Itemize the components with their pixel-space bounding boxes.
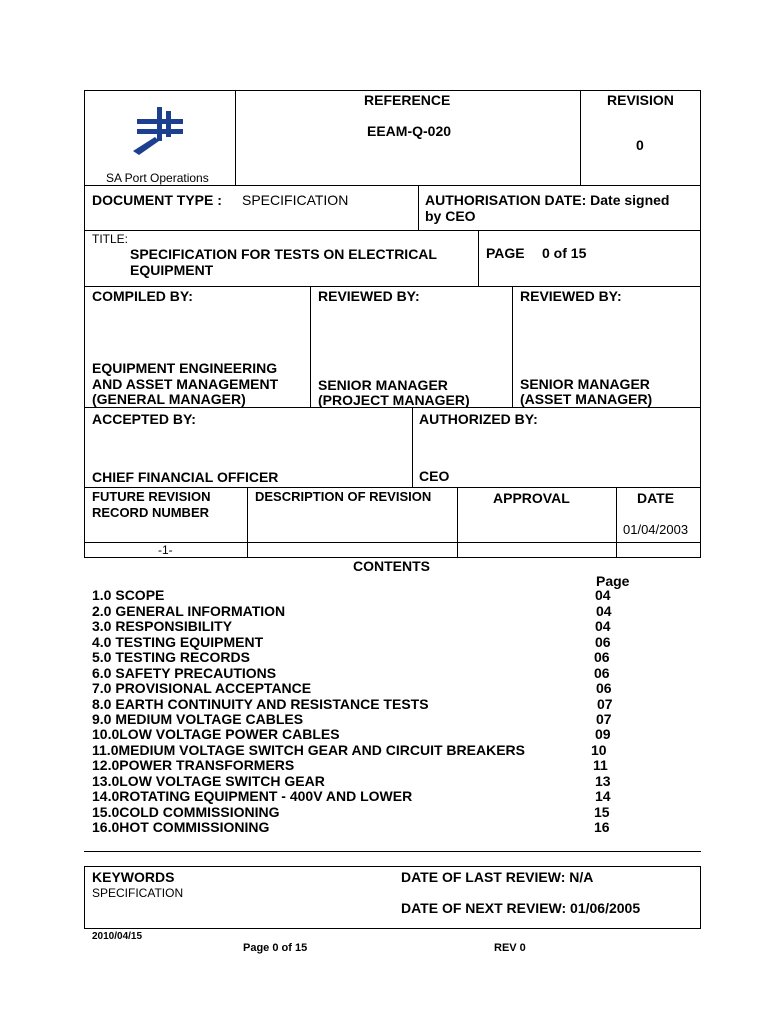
date-of-next-review: DATE OF NEXT REVIEW: 01/06/2005 bbox=[401, 900, 641, 916]
authorized-by-label: AUTHORIZED BY: bbox=[419, 411, 538, 427]
document-type-label: DOCUMENT TYPE : bbox=[92, 192, 222, 208]
rule-approval-right bbox=[616, 487, 617, 558]
description-of-revision-header: DESCRIPTION OF REVISION bbox=[255, 489, 432, 504]
authorisation-date-line2: by CEO bbox=[425, 208, 476, 224]
reviewed-by-2-line1: SENIOR MANAGER bbox=[520, 376, 650, 392]
contents-item-page: 06 bbox=[596, 680, 612, 696]
accepted-by-label: ACCEPTED BY: bbox=[92, 411, 196, 427]
contents-item bbox=[92, 619, 622, 635]
rule-compiled-right bbox=[310, 286, 311, 407]
contents-item-label: 9.0 MEDIUM VOLTAGE CABLES bbox=[92, 711, 304, 727]
contents-item-page: 13 bbox=[595, 773, 611, 789]
footer-date: 2010/04/15 bbox=[92, 931, 143, 942]
date-header: DATE bbox=[637, 490, 675, 506]
accepted-by-value: CHIEF FINANCIAL OFFICER bbox=[92, 469, 279, 485]
authorized-by-value: CEO bbox=[419, 468, 450, 484]
contents-item-page: 16 bbox=[594, 819, 610, 835]
contents-item-page: 06 bbox=[594, 665, 610, 681]
reviewed-by-1-line1: SENIOR MANAGER bbox=[318, 377, 448, 393]
contents-item bbox=[92, 650, 622, 666]
contents-item-page: 11 bbox=[593, 757, 608, 773]
contents-item bbox=[92, 820, 622, 836]
contents-heading: CONTENTS bbox=[353, 558, 430, 574]
rule-revision-header-bottom bbox=[84, 542, 701, 543]
contents-item bbox=[92, 727, 622, 743]
contents-item-page: 14 bbox=[595, 788, 611, 804]
contents-item-page: 15 bbox=[594, 804, 610, 820]
contents-item-label: 4.0 TESTING EQUIPMENT bbox=[92, 634, 264, 650]
rule-desc-right bbox=[457, 487, 458, 558]
contents-item-label: 14.0ROTATING EQUIPMENT - 400V AND LOWER bbox=[92, 788, 413, 804]
contents-item-page: 07 bbox=[597, 696, 613, 712]
contents-item-label: 8.0 EARTH CONTINUITY AND RESISTANCE TESTS bbox=[92, 696, 429, 712]
rule-doctype-right bbox=[418, 185, 419, 230]
contents-item-label: 13.0LOW VOLTAGE SWITCH GEAR bbox=[92, 773, 325, 789]
rule-title-right bbox=[478, 230, 479, 286]
contents-item bbox=[92, 681, 622, 697]
contents-item-page: 07 bbox=[596, 711, 612, 727]
contents-item bbox=[92, 789, 622, 805]
authorisation-date-line1: AUTHORISATION DATE: Date signed bbox=[425, 192, 670, 208]
rule-logo-right bbox=[235, 90, 236, 185]
contents-item-page: 06 bbox=[594, 649, 610, 665]
reviewed-by-label-2: REVIEWED BY: bbox=[520, 288, 622, 304]
reference-value: EEAM-Q-020 bbox=[367, 123, 452, 139]
revision-value: 0 bbox=[636, 137, 644, 153]
compiled-by-label: COMPILED BY: bbox=[92, 288, 193, 304]
page-label: PAGE bbox=[486, 245, 525, 261]
contents-item-page: 04 bbox=[595, 587, 611, 603]
contents-item-label: 15.0COLD COMMISSIONING bbox=[92, 804, 280, 820]
contents-item-page: 04 bbox=[596, 603, 612, 619]
rule-accepted-right bbox=[412, 407, 413, 487]
date-of-last-review: DATE OF LAST REVIEW: N/A bbox=[401, 869, 594, 885]
contents-item bbox=[92, 588, 622, 604]
approval-header: APPROVAL bbox=[493, 490, 570, 506]
title-label: TITLE: bbox=[92, 232, 129, 246]
sa-port-operations-logo bbox=[133, 107, 189, 157]
rule-header-bottom bbox=[84, 185, 701, 186]
contents-item-page: 04 bbox=[595, 618, 611, 634]
document-type-value: SPECIFICATION bbox=[242, 192, 349, 208]
contents-page-header: Page bbox=[596, 573, 630, 589]
contents-item-label: 12.0POWER TRANSFORMERS bbox=[92, 757, 295, 773]
contents-item-page: 10 bbox=[591, 742, 607, 758]
contents-item-page: 09 bbox=[595, 726, 611, 742]
revision-record-number-header-line1: FUTURE REVISION bbox=[92, 489, 211, 504]
org-name: SA Port Operations bbox=[106, 171, 209, 185]
document-title-line1: SPECIFICATION FOR TESTS ON ELECTRICAL bbox=[130, 246, 437, 262]
contents-item-label: 1.0 SCOPE bbox=[92, 587, 165, 603]
keywords-value: SPECIFICATION bbox=[92, 886, 184, 900]
reviewed-by-2-line2: (ASSET MANAGER) bbox=[520, 391, 653, 407]
revision-row-number: -1- bbox=[158, 543, 173, 557]
contents-item-label: 3.0 RESPONSIBILITY bbox=[92, 618, 233, 634]
date-value: 01/04/2003 bbox=[623, 522, 689, 537]
contents-item-label: 6.0 SAFETY PRECAUTIONS bbox=[92, 665, 277, 681]
rule-doctype-bottom bbox=[84, 230, 701, 231]
reference-label: REFERENCE bbox=[364, 92, 451, 108]
document-title-line2: EQUIPMENT bbox=[130, 262, 214, 278]
reviewed-by-label-1: REVIEWED BY: bbox=[318, 288, 420, 304]
keywords-label: KEYWORDS bbox=[92, 869, 175, 885]
rule-accepted-bottom bbox=[84, 487, 701, 488]
rule-revnum-right bbox=[247, 487, 248, 558]
compiled-by-line2: AND ASSET MANAGEMENT bbox=[92, 376, 279, 392]
contents-item-label: 5.0 TESTING RECORDS bbox=[92, 649, 250, 665]
rule-contents-bottom bbox=[84, 851, 701, 852]
compiled-by-line3: (GENERAL MANAGER) bbox=[92, 391, 246, 407]
rule-reference-right bbox=[580, 90, 581, 185]
revision-label: REVISION bbox=[607, 92, 674, 108]
contents-item-label: 7.0 PROVISIONAL ACCEPTANCE bbox=[92, 680, 312, 696]
footer-page: Page 0 of 15 bbox=[243, 942, 308, 954]
contents-item-page: 06 bbox=[595, 634, 611, 650]
contents-item-label: 11.0MEDIUM VOLTAGE SWITCH GEAR AND CIRCUIT BREAKERS bbox=[92, 742, 525, 758]
page-value: 0 of 15 bbox=[542, 245, 587, 261]
compiled-by-line1: EQUIPMENT ENGINEERING bbox=[92, 360, 278, 376]
contents-item-label: 2.0 GENERAL INFORMATION bbox=[92, 603, 286, 619]
footer-rev: REV 0 bbox=[494, 942, 526, 954]
contents-item-label: 16.0HOT COMMISSIONING bbox=[92, 819, 270, 835]
rule-title-bottom bbox=[84, 286, 701, 287]
contents-item-label: 10.0LOW VOLTAGE POWER CABLES bbox=[92, 726, 340, 742]
contents-item bbox=[92, 758, 622, 774]
revision-record-number-header-line2: RECORD NUMBER bbox=[92, 505, 209, 520]
reviewed-by-1-line2: (PROJECT MANAGER) bbox=[318, 392, 470, 408]
rule-reviewed1-right bbox=[512, 286, 513, 407]
